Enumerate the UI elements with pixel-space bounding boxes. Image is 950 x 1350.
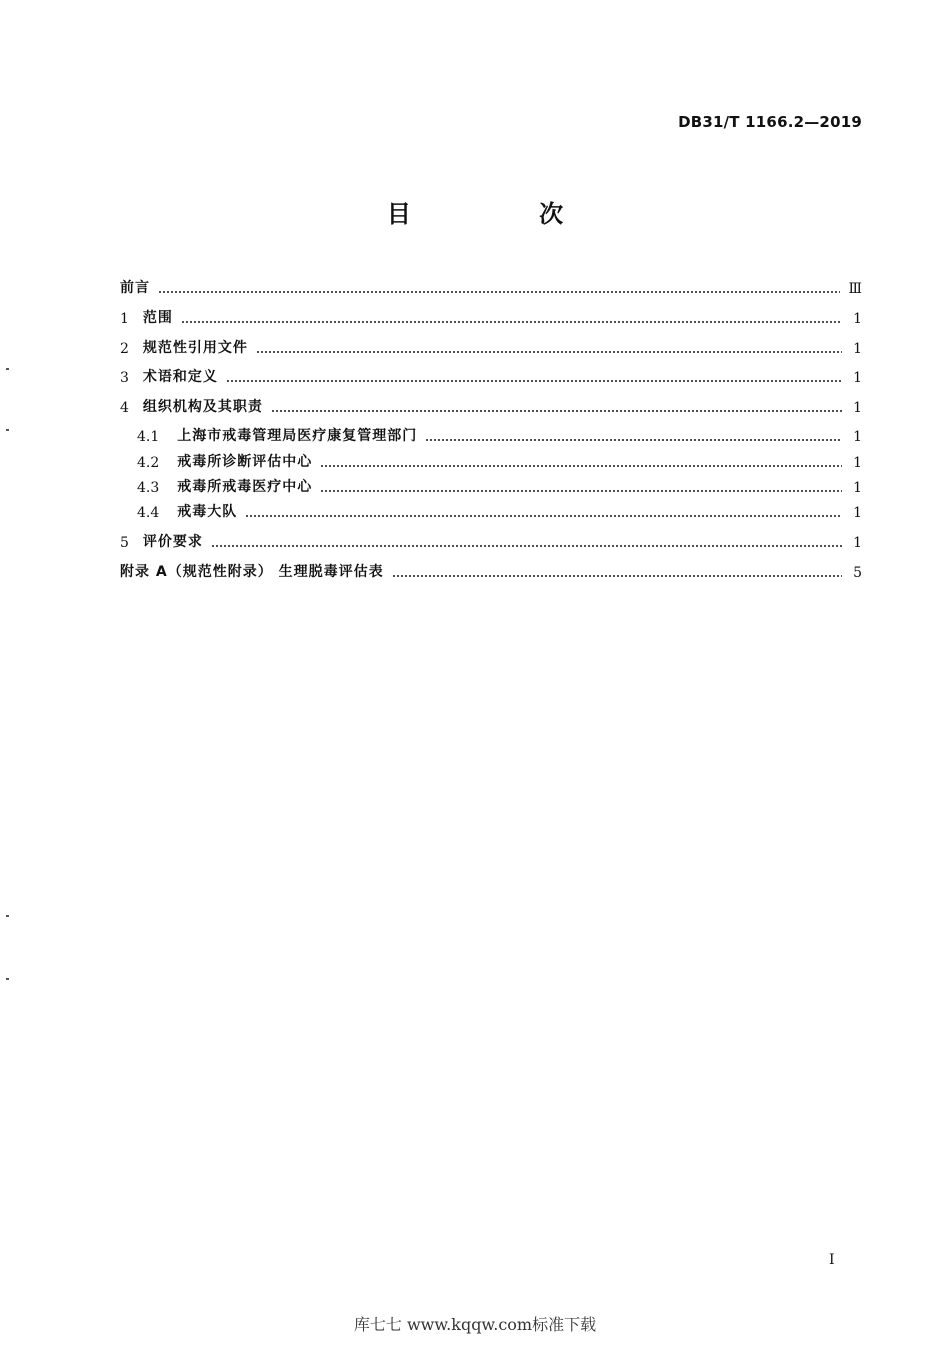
standard-code: DB31/T 1166.2—2019 xyxy=(678,113,862,131)
toc-entry-appendix-a[interactable] xyxy=(120,559,862,581)
toc-entry-page: 1 xyxy=(853,505,862,521)
toc-entry-number: 4 xyxy=(120,400,129,416)
toc-entry-page: 1 xyxy=(853,370,862,386)
dot-leader xyxy=(320,490,842,492)
page-number: I xyxy=(829,1252,835,1268)
dot-leader xyxy=(320,465,842,467)
toc-entry-page: 1 xyxy=(853,429,862,445)
toc-entry-label: 组织机构及其职责 xyxy=(142,399,263,415)
toc-entry-label: 评价要求 xyxy=(142,534,203,550)
toc-entry-label: 附录 A（规范性附录） 生理脱毒评估表 xyxy=(120,564,384,580)
toc-entry-number: 4.2 xyxy=(137,455,160,471)
dot-leader xyxy=(226,380,842,382)
toc-entry-normative-references[interactable] xyxy=(120,335,862,357)
toc-entry-page: 5 xyxy=(853,565,862,581)
toc-entry-label: 术语和定义 xyxy=(142,369,218,385)
toc-entry-4-3[interactable] xyxy=(137,474,862,496)
toc-entry-label: 范围 xyxy=(142,310,173,326)
toc-entry-page: 1 xyxy=(853,311,862,327)
toc-entry-foreword[interactable] xyxy=(120,275,862,297)
toc-entry-label: 戒毒所戒毒医疗中心 xyxy=(177,479,313,495)
scan-speck xyxy=(6,368,9,370)
dot-leader xyxy=(181,321,842,323)
toc-entry-label: 戒毒大队 xyxy=(177,504,238,520)
dot-leader xyxy=(425,439,842,441)
toc-entry-number: 2 xyxy=(120,341,129,357)
scan-speck xyxy=(6,429,9,431)
toc-entry-number: 5 xyxy=(120,535,129,551)
toc-entry-label: 戒毒所诊断评估中心 xyxy=(177,454,313,470)
toc-entry-evaluation[interactable] xyxy=(120,529,862,551)
toc-entry-page: 1 xyxy=(853,341,862,357)
toc-title: 目 次 xyxy=(386,200,624,228)
toc-entry-label: 上海市戒毒管理局医疗康复管理部门 xyxy=(177,428,418,444)
toc-entry-number: 1 xyxy=(120,311,129,327)
toc-entry-page: 1 xyxy=(853,480,862,496)
toc-entry-label: 规范性引用文件 xyxy=(142,340,248,356)
toc-entry-page: Ⅲ xyxy=(848,281,862,297)
toc-entry-number: 3 xyxy=(120,370,129,386)
dot-leader xyxy=(271,410,842,412)
toc-entry-page: 1 xyxy=(853,455,862,471)
dot-leader xyxy=(256,351,842,353)
toc-entry-terms-definitions[interactable] xyxy=(120,364,862,386)
watermark-text: 库七七 www.kqqw.com标准下载 xyxy=(353,1315,597,1334)
toc-entry-scope[interactable] xyxy=(120,305,862,327)
scan-speck xyxy=(6,915,9,917)
scan-speck xyxy=(6,978,9,980)
dot-leader xyxy=(392,575,842,577)
toc-entry-label: 前言 xyxy=(120,280,150,296)
toc-entry-organization[interactable] xyxy=(120,394,862,416)
dot-leader xyxy=(158,291,840,293)
toc-entry-4-4[interactable] xyxy=(137,499,862,521)
toc-entry-number: 4.1 xyxy=(137,429,160,445)
toc-entry-number: 4.3 xyxy=(137,480,160,496)
dot-leader xyxy=(211,545,842,547)
toc-entry-4-1[interactable] xyxy=(137,423,862,445)
toc-entry-page: 1 xyxy=(853,400,862,416)
toc-entry-page: 1 xyxy=(853,535,862,551)
toc-entry-number: 4.4 xyxy=(137,505,160,521)
toc-entry-4-2[interactable] xyxy=(137,449,862,471)
dot-leader xyxy=(245,515,842,517)
